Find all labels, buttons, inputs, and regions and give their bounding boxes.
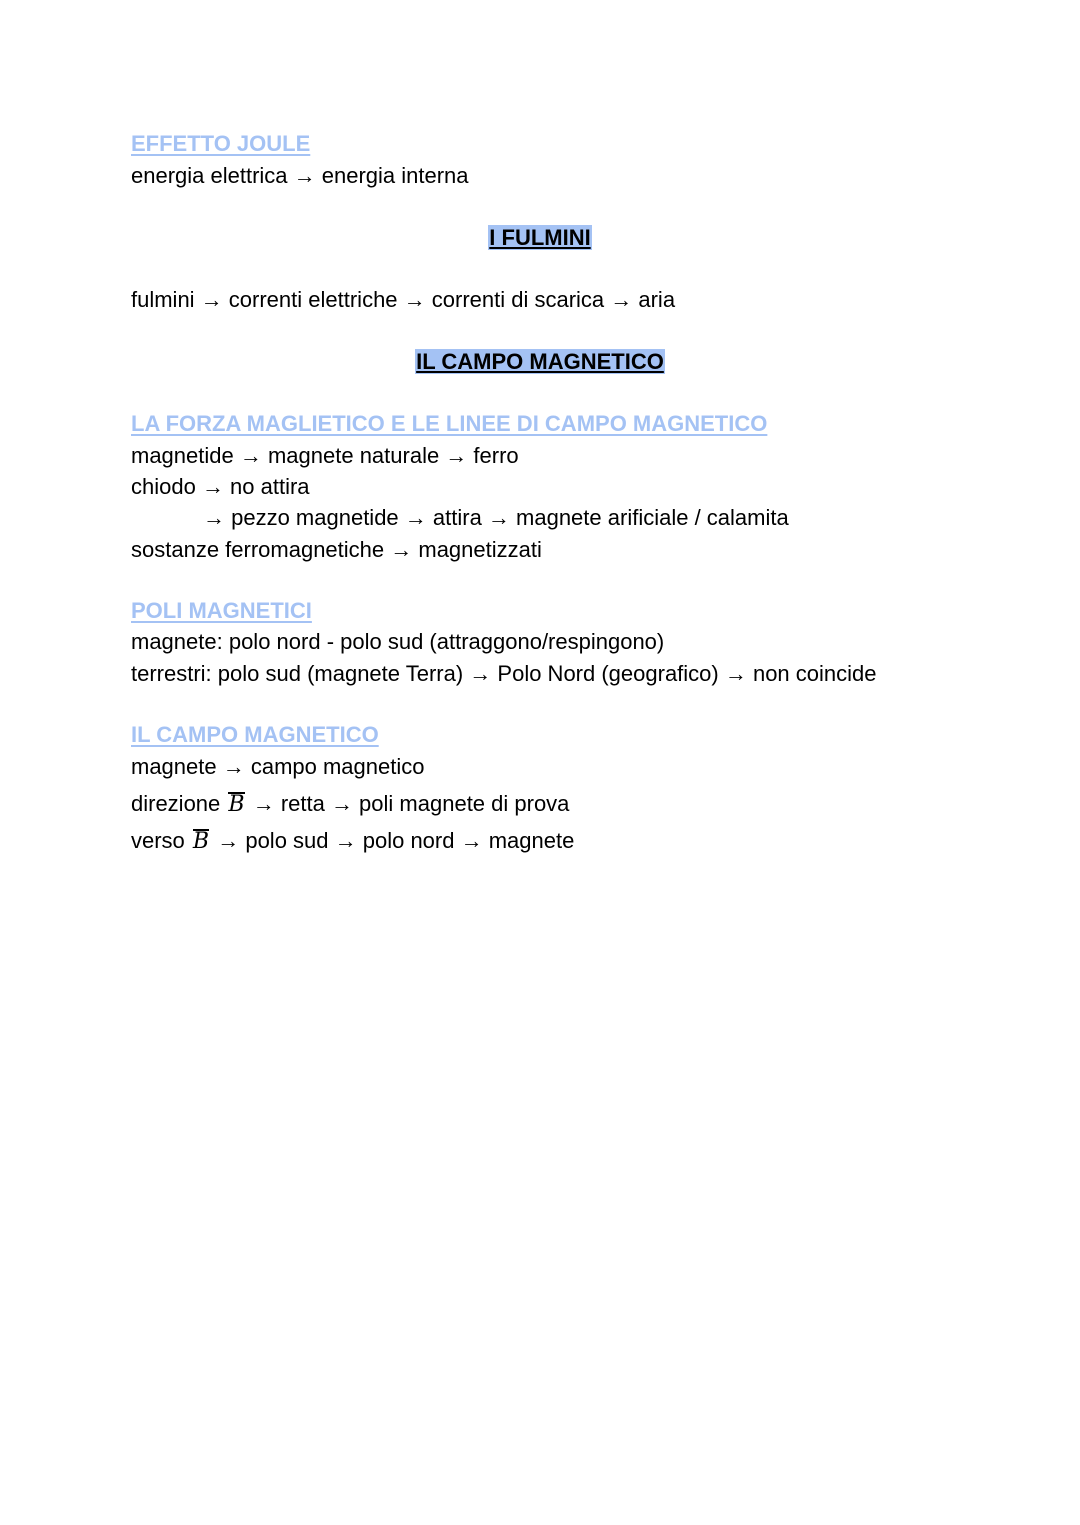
title-campo-magnetico-text: IL CAMPO MAGNETICO <box>416 349 664 374</box>
title-fulmini <box>0 225 1080 251</box>
verso-text: → polo sud → polo nord → magnete <box>217 828 575 853</box>
title-campo-magnetico <box>0 349 1080 375</box>
vector-b-symbol: B <box>228 792 245 817</box>
heading-effetto-joule: EFFETTO JOULE <box>131 131 311 156</box>
text-line: magnete → campo magnetico <box>131 754 425 779</box>
text-line-indented: → pezzo magnetide → attira → magnete arificiale / calamita <box>203 505 789 530</box>
heading-il-campo-magnetico: IL CAMPO MAGNETICO <box>131 722 379 747</box>
text-line: chiodo → no attira <box>131 474 310 499</box>
text-line-direzione <box>131 791 569 818</box>
title-fulmini-text: I FULMINI <box>489 225 591 250</box>
verso-label: verso <box>131 828 185 853</box>
heading-forza-magnetica: LA FORZA MAGLIETICO E LE LINEE DI CAMPO MAGNETICO <box>131 411 768 436</box>
heading-poli-magnetici: POLI MAGNETICI <box>131 598 312 623</box>
text-line: magnete: polo nord - polo sud (attraggono/respingono) <box>131 629 665 654</box>
text-line: sostanze ferromagnetiche → magnetizzati <box>131 537 542 562</box>
text-line: magnetide → magnete naturale → ferro <box>131 443 519 468</box>
vector-b-symbol: B <box>192 829 210 854</box>
text-line-verso <box>131 828 574 855</box>
direzione-text: → retta → poli magnete di prova <box>252 791 570 816</box>
text-line: fulmini → correnti elettriche → correnti di scarica → aria <box>131 287 676 312</box>
direzione-label: direzione <box>131 791 221 816</box>
text-line: terrestri: polo sud (magnete Terra) → Polo Nord (geografico) → non coincide <box>131 661 877 686</box>
text-line: energia elettrica → energia interna <box>131 163 469 188</box>
